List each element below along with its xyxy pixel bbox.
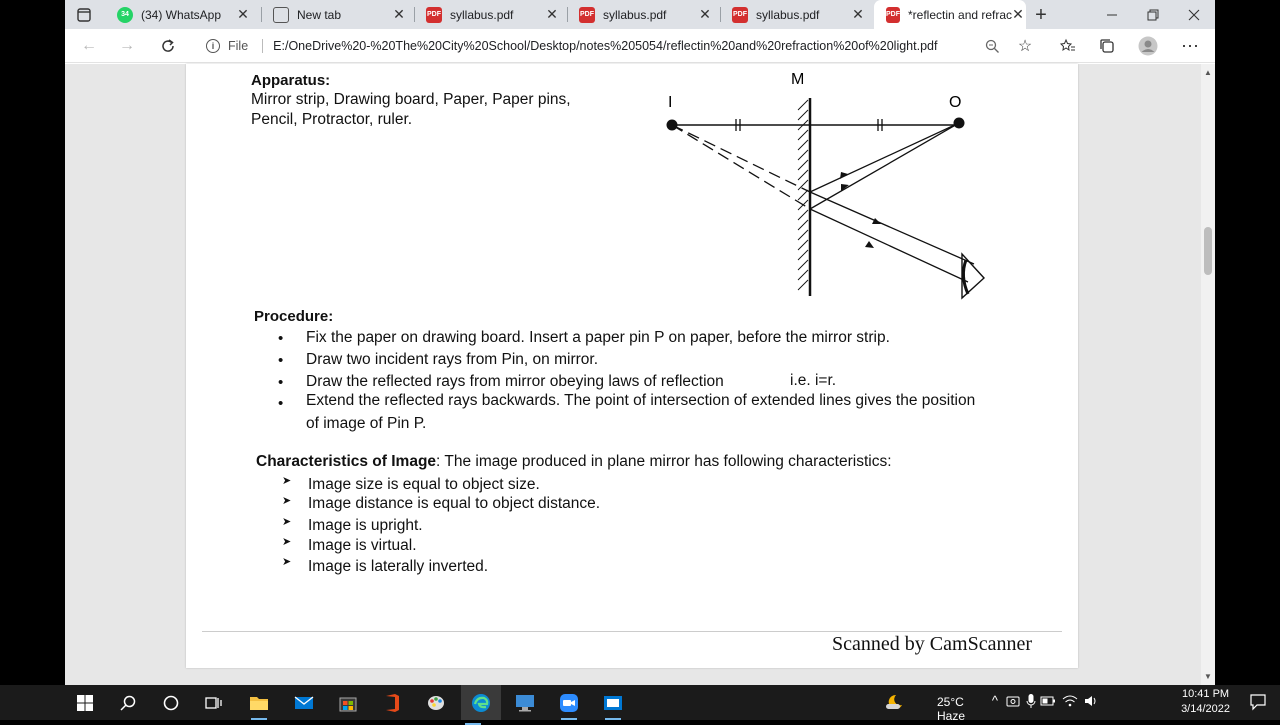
tab-label: New tab xyxy=(297,7,342,22)
procedure-step-1: Fix the paper on drawing board. Insert a paper pin P on paper, before the mirror strip. xyxy=(306,329,890,346)
procedure-step-2: Draw two incident rays from Pin, on mirror. xyxy=(306,351,599,368)
back-icon[interactable]: ← xyxy=(81,37,97,54)
start-windows-icon[interactable] xyxy=(73,691,97,715)
address-bar[interactable] xyxy=(198,32,1034,60)
taskbar xyxy=(0,685,1280,723)
microphone-icon[interactable] xyxy=(1026,693,1036,712)
mirror-hatching xyxy=(798,100,808,290)
whiteboard-app-icon[interactable] xyxy=(601,691,625,715)
procedure-step-4-cont: of image of Pin P. xyxy=(306,415,427,432)
characteristics-heading: Characteristics of Image xyxy=(256,453,437,470)
characteristic-item-4: Image is virtual. xyxy=(308,537,417,554)
chevron-up-icon[interactable]: ^ xyxy=(991,693,998,708)
profile-avatar[interactable] xyxy=(1136,35,1160,57)
pdf-icon: PDF xyxy=(426,7,442,23)
cortana-icon[interactable] xyxy=(159,691,183,715)
add-favorite-icon[interactable]: ☆ xyxy=(1017,38,1033,55)
pdf-icon: PDF xyxy=(579,7,595,23)
forward-icon[interactable]: → xyxy=(119,37,135,54)
procedure-step-3: Draw the reflected rays from mirror obeying laws of reflection xyxy=(306,373,724,390)
notifications-icon[interactable] xyxy=(1250,694,1266,713)
pdf-icon: PDF xyxy=(886,7,900,23)
url-text[interactable]: E:/OneDrive%20-%20The%20City%20School/Desktop/notes%205054/reflectin%20and%20refraction%20of%20light.pdf xyxy=(273,39,938,53)
tab-new-tab[interactable] xyxy=(261,0,414,29)
browser-window xyxy=(65,0,1215,685)
characteristics-intro: : The image produced in plane mirror has following characteristics: xyxy=(436,453,892,470)
close-tab-icon[interactable]: ✕ xyxy=(393,6,405,22)
zoom-icon[interactable] xyxy=(980,35,1004,57)
paint-icon[interactable] xyxy=(424,691,448,715)
apparatus-heading: Apparatus: xyxy=(251,72,331,89)
new-tab-plus-icon[interactable]: + xyxy=(1035,3,1047,26)
office-icon[interactable] xyxy=(380,691,404,715)
camscanner-footer: Scanned by CamScanner xyxy=(832,633,1032,655)
file-explorer-icon[interactable] xyxy=(247,691,271,715)
remote-desktop-icon[interactable] xyxy=(513,691,537,715)
procedure-heading: Procedure: xyxy=(254,308,334,325)
close-tab-icon[interactable]: ✕ xyxy=(699,6,711,22)
tab-label: syllabus.pdf xyxy=(756,7,820,22)
tab-syllabus-2[interactable] xyxy=(567,0,720,29)
characteristic-item-3: Image is upright. xyxy=(308,517,423,534)
close-tab-icon[interactable]: ✕ xyxy=(546,6,558,22)
characteristic-item-2: Image distance is equal to object distance. xyxy=(308,495,601,512)
mail-icon[interactable] xyxy=(292,691,316,715)
more-menu-icon[interactable]: ⋯ xyxy=(1181,35,1199,56)
tab-label: syllabus.pdf xyxy=(603,7,667,22)
new-tab-icon xyxy=(273,7,289,23)
scheme-label: File xyxy=(228,39,249,53)
characteristic-item-1: Image size is equal to object size. xyxy=(308,476,540,493)
apparatus-line-1: Mirror strip, Drawing board, Paper, Paper pins, xyxy=(251,91,571,108)
collections-icon[interactable] xyxy=(1095,35,1119,57)
tab-strip xyxy=(65,0,1215,29)
store-icon[interactable] xyxy=(336,691,360,715)
pdf-page: Apparatus: Mirror strip, Drawing board, Paper, Paper pins, Pencil, Protractor, ruler. M I O Procedure: • Fix the paper on drawing board. Insert a paper pin P on paper, before the mirror strip. • Draw two incident rays from Pin, on mirror. • Draw the reflected rays from mirror obeying laws of reflection i.e. i=r. • Extend the reflected rays backwards. The point of intersection of extended lines gives the position of image of Pin P. Characteristics of Image: The image produced in plane mirror has following characteristics: ➤ Image size is equal to object size. ➤ Image distance is equal to object distance. ➤ Image is upright. ➤ Image is virtual. ➤ Image is laterally inverted. Scanned by CamScanner xyxy=(186,64,1078,668)
search-icon[interactable] xyxy=(116,691,140,715)
procedure-step-3-suffix: i.e. i=r. xyxy=(790,372,837,389)
scroll-down-icon[interactable]: ▼ xyxy=(1204,672,1212,681)
whatsapp-icon: 34 xyxy=(117,7,133,23)
restore-icon[interactable] xyxy=(1142,4,1164,26)
info-icon[interactable]: i xyxy=(206,39,220,53)
close-tab-icon[interactable]: ✕ xyxy=(852,6,864,22)
close-tab-icon[interactable]: ✕ xyxy=(237,6,249,22)
weather-icon[interactable] xyxy=(884,693,904,714)
apparatus-line-2: Pencil, Protractor, ruler. xyxy=(251,111,413,128)
object-label: O xyxy=(949,94,962,111)
reflection-diagram xyxy=(656,64,996,304)
tab-reflection-active[interactable] xyxy=(874,0,1026,29)
favorites-icon[interactable] xyxy=(1056,35,1080,57)
characteristic-item-5: Image is laterally inverted. xyxy=(308,558,489,575)
battery-icon[interactable] xyxy=(1040,694,1056,711)
wifi-icon[interactable] xyxy=(1062,694,1078,711)
zoom-app-icon[interactable] xyxy=(557,691,581,715)
clock-time: 10:41 PM xyxy=(1181,688,1230,700)
scroll-up-icon[interactable]: ▲ xyxy=(1204,68,1212,77)
task-view-icon[interactable] xyxy=(202,691,226,715)
clock[interactable] xyxy=(1181,687,1230,717)
pdf-icon: PDF xyxy=(732,7,748,23)
mirror-label: M xyxy=(791,71,805,88)
procedure-step-4: Extend the reflected rays backwards. The point of intersection of extended lines gives the position xyxy=(306,392,976,409)
tab-actions-icon[interactable] xyxy=(73,4,95,26)
navigation-bar xyxy=(65,29,1215,63)
tab-label: syllabus.pdf xyxy=(450,7,514,22)
clock-date: 3/14/2022 xyxy=(1181,703,1230,715)
meet-now-icon[interactable] xyxy=(1006,694,1020,711)
image-label: I xyxy=(668,94,673,111)
close-tab-icon[interactable]: ✕ xyxy=(1012,6,1024,22)
pdf-viewer[interactable] xyxy=(65,64,1201,685)
tab-syllabus-1[interactable] xyxy=(414,0,567,29)
vertical-scrollbar[interactable] xyxy=(1201,64,1215,685)
tab-label: (34) WhatsApp xyxy=(141,7,222,22)
refresh-icon[interactable] xyxy=(156,35,180,57)
tab-label: *reflectin and refrac xyxy=(908,7,1013,22)
weather-text[interactable]: 25°C Haze xyxy=(936,695,965,723)
tab-syllabus-3[interactable] xyxy=(720,0,873,29)
edge-icon[interactable] xyxy=(461,685,501,720)
scan-edge xyxy=(202,602,1062,632)
minimize-icon[interactable] xyxy=(1101,4,1123,26)
window-close-icon[interactable] xyxy=(1183,4,1205,26)
tab-whatsapp[interactable] xyxy=(105,0,258,29)
scroll-thumb[interactable] xyxy=(1204,227,1212,275)
volume-icon[interactable] xyxy=(1084,694,1100,711)
